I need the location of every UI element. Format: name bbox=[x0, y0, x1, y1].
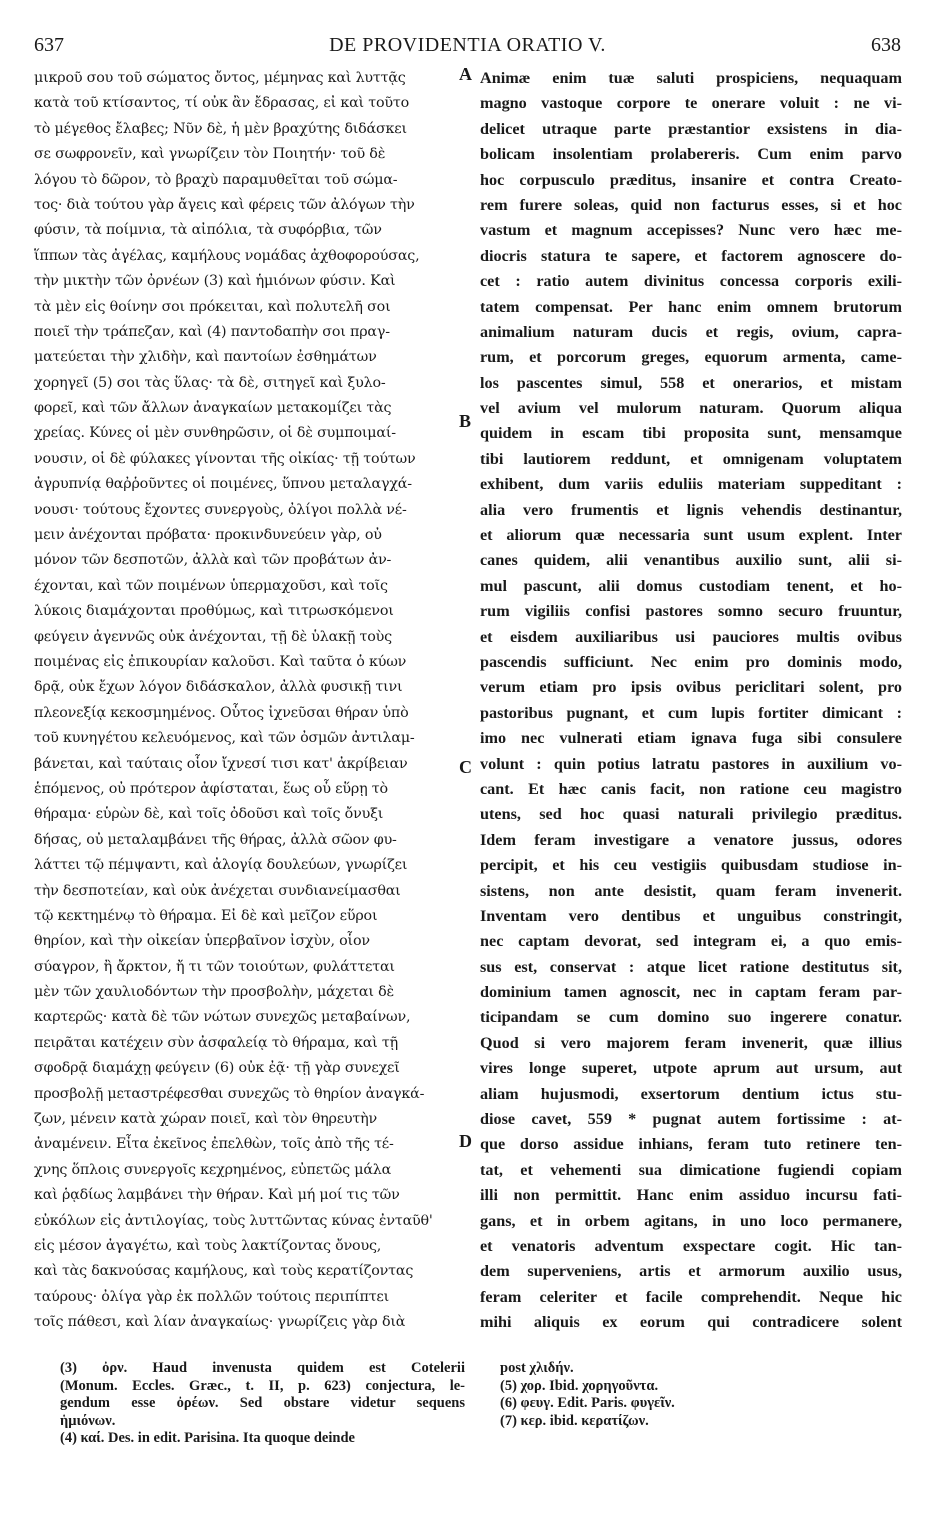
latin-text-line: mul pascunt, alii domus custodiam tenent, et ho- bbox=[480, 576, 902, 595]
latin-text-line: pascendis sufficiunt. Nec enim pro dominis modo, bbox=[480, 652, 902, 671]
greek-text-line: ποιμένας εἰς ἐπικουρίαν καλοῦσι. Καὶ ταῦτα ὁ κύων bbox=[34, 653, 407, 670]
right-page-number: 638 bbox=[871, 34, 901, 56]
greek-text-line: πλεονεξίᾳ κεκοσμημένος. Οὗτος ἰχνεῦσαι θήραν ὑπὸ bbox=[34, 704, 409, 721]
latin-text-line: quidem in escam tibi proposita sunt, mensamque bbox=[480, 424, 902, 443]
latin-text-line: cant. Et hæc canis facit, non ratione ceu magistro bbox=[480, 779, 902, 798]
greek-text-line: βάνεται, καὶ ταύταις οἷον ἴχνεσί τισι κατ' ἀκρίβειαν bbox=[34, 755, 408, 772]
greek-text-line: μειν ἀνέχονται πρόβατα· προκινδυνεύειν γὰρ, οὐ bbox=[34, 527, 382, 544]
footnote-line: (5) χορ. Ibid. χορηγοῦντα. bbox=[500, 1377, 659, 1394]
greek-text-line: πειρᾶται κατέχειν σὺν ἀσφαλείᾳ τὸ θήραμα, καὶ τῇ bbox=[34, 1034, 398, 1051]
greek-text-line: τος· διὰ τούτου γὰρ ἄγεις καὶ φέρεις τῶν ἀλόγων τὴν bbox=[34, 196, 415, 213]
greek-text-line: δήσας, οὐ μεταλαμβάνει τῆς θήρας, ἀλλὰ σῶον φυ- bbox=[34, 831, 397, 848]
latin-text-line: rum, et porcorum greges, equorum armenta, came- bbox=[480, 348, 902, 367]
latin-text-line: rem furere soleas, quid non facturus esses, si et hoc bbox=[480, 195, 902, 214]
page-header bbox=[34, 34, 901, 60]
greek-text-line: σφοδρᾷ διαμάχῃ φεύγειν (6) οὐκ ἐᾷ· τῇ γὰρ συνεχεῖ bbox=[34, 1060, 400, 1077]
latin-text-line: canes quidem, alii venantibus auxilio sunt, alii si- bbox=[480, 551, 902, 570]
latin-text-column bbox=[480, 66, 902, 1336]
margin-marker-a: A bbox=[459, 64, 472, 84]
latin-text-line: hoc corpusculo præditus, insanire et contra Creato- bbox=[480, 170, 902, 189]
footnote-line: (7) κερ. ibid. κερατίζων. bbox=[500, 1412, 649, 1429]
latin-text-line: diocris statura te sapere, et factorem agnoscere do- bbox=[480, 246, 902, 265]
greek-text-line: ζων, μένειν κατὰ χώραν ποιεῖ, καὶ τὸν θηρευτὴν bbox=[34, 1111, 377, 1128]
latin-text-line: Inventam vero dentibus et unguibus constringit, bbox=[480, 906, 902, 925]
greek-text-line: μικροῦ σου τοῦ σώματος ὄντος, μέμηνας καὶ λυττᾷς bbox=[34, 70, 406, 86]
greek-text-line: ἑπόμενος, οὐ πρότερον ἀφίσταται, ἕως οὗ εὕρῃ τὸ bbox=[34, 780, 388, 797]
latin-text-line: mihi aliquis ex eorum qui contradicere solent bbox=[480, 1313, 902, 1332]
latin-text-line: percipit, et his ceu vestigiis quibusdam studiose in- bbox=[480, 856, 902, 875]
greek-text-line: θήραμα· εὑρὼν δὲ, καὶ τοῖς ὀδοῦσι καὶ τοῖς ὄνυξι bbox=[34, 806, 384, 823]
latin-text-line: vastum et magnum accepisses? Nunc vero hæc me- bbox=[480, 221, 902, 240]
latin-text-line: delicet utraque parte præstantior exsistens in dia- bbox=[480, 119, 902, 138]
latin-text-line: tibi lautiorem reddunt, et omnigenam voluptatem bbox=[480, 449, 902, 468]
footnote-line: gendum esse ὀρέων. Sed obstare videtur sequens bbox=[60, 1395, 465, 1411]
latin-text-line: aliam hujusmodi, exsertorum dentium ictus stu- bbox=[480, 1084, 902, 1103]
greek-text-line: θηρίον, καὶ τὴν οἰκείαν ὑπερβαῖνον ἰσχὺν, οἷον bbox=[34, 933, 370, 950]
latin-text-line: Animæ enim tuæ saluti prospiciens, nequaquam bbox=[480, 69, 902, 87]
latin-text-line: tat, et vehementi sua dimicatione fugiendi copiam bbox=[480, 1160, 902, 1179]
greek-text-line: έχονται, καὶ τῶν ποιμένων ὑπερμαχοῦσι, καὶ τοῖς bbox=[34, 577, 388, 594]
latin-text-line: exhibent, dum variis eduliis materiam suppeditant : bbox=[480, 475, 902, 494]
latin-text-line: vires longe superet, utpote aprum aut ursum, aut bbox=[480, 1059, 902, 1078]
greek-text-line: λύκοις διαμάχονται προθύμως, καὶ τιτρωσκόμενοι bbox=[34, 603, 394, 620]
margin-marker-b: B bbox=[459, 411, 472, 431]
latin-text-line: dominium tamen agnoscit, nec in captam feram par- bbox=[480, 983, 902, 1002]
greek-text-line: σύαγρον, ἢ ἄρκτον, ἤ τι τῶν τοιούτων, φυλάττεται bbox=[34, 958, 395, 975]
footnotes-left bbox=[60, 1360, 465, 1448]
greek-text-line: τοῦ κυνηγέτου κελευόμενος, καὶ τῶν ὀσμῶν ἀντιλαμ- bbox=[34, 730, 415, 747]
latin-text-line: illi non permittit. Hanc enim assiduo incursu fati- bbox=[480, 1186, 902, 1205]
latin-text-line: imo nec vulnerati etiam ignava fuga sibi consulere bbox=[480, 729, 902, 748]
greek-text-line: εὐκόλων εἰς ἀντιλογίας, τοὺς λυττῶντας κύνας ἐνταῦθ' bbox=[34, 1212, 433, 1229]
greek-text-line: ἀγρυπνίᾳ θαῤῥοῦντες οἱ ποιμένες, ὕπνου μεταλαγχά- bbox=[34, 476, 412, 493]
latin-text-line: nec captam devorat, sed integram ei, a quo emis- bbox=[480, 932, 902, 951]
greek-text-line: φεύγειν ἀγεννῶς οὐκ ἀνέχονται, τῇ δὲ ὑλακῇ τοὺς bbox=[34, 628, 392, 645]
greek-text-line: τὴν δεσποτείαν, καὶ οὐκ ἀνέχεται συνδιανείμασθαι bbox=[34, 882, 401, 899]
latin-text-line: Idem feram investigare a venatore jussus, odores bbox=[480, 830, 902, 849]
footnote-line: (3) ὀρν. Haud invenusta quidem est Cotelerii bbox=[60, 1360, 465, 1376]
greek-text-line: φορεῖ, καὶ τῶν ἄλλων ἀναγκαίων μετακομίζει τὰς bbox=[34, 400, 392, 417]
footnote-line: (4) καί. Des. in edit. Parisina. Ita quoque deinde bbox=[60, 1430, 355, 1446]
latin-text-line: animalium naturam ducis et regis, ovium, capra- bbox=[480, 322, 902, 341]
latin-text-line: Quod si vero majorem feram invenerit, quæ illius bbox=[480, 1033, 902, 1052]
latin-text-line: diose cavet, 559 * pugnat autem fortissime : at- bbox=[480, 1110, 902, 1129]
latin-text-line: sus est, conservat : atque licet ratione destitutus sit, bbox=[480, 957, 902, 976]
greek-text-line: λάττει τῷ πέμψαντι, καὶ ἀλογίᾳ δουλεύων, γνωρίζει bbox=[34, 857, 408, 874]
greek-text-line: χνης ὅπλοις συνεργοῖς κεχρημένος, εὐπετῶς μάλα bbox=[34, 1161, 392, 1178]
latin-text-line: rum vigiliis confisi pastores somno securo fruuntur, bbox=[480, 602, 902, 621]
latin-text-line: et aliorum quæ necessaria sunt usum explent. Inter bbox=[480, 526, 902, 545]
latin-text-line: verum etiam pro ipsis ovibus periclitari solent, pro bbox=[480, 678, 902, 697]
greek-text-line: ταύρους· ὀλίγα γὰρ ἐκ πολλῶν τούτοις περιπίπτει bbox=[34, 1288, 390, 1305]
latin-text-line: alia vero frumentis et lignis vehendis destinantur, bbox=[480, 500, 902, 519]
greek-text-line: ἀναμένειν. Εἶτα ἐκεῖνος ἐπελθὼν, τοῖς ἀπὸ τῆς τέ- bbox=[34, 1136, 394, 1153]
latin-text-line: magno vastoque corpore te onerare voluit : ne vi- bbox=[480, 94, 902, 113]
footnote-line: (Monum. Eccles. Græc., t. II, p. 623) conjectura, le- bbox=[60, 1377, 465, 1394]
greek-text-line: χρείας. Κύνες οἱ μὲν συνθηρῶσιν, οἱ δὲ συμποιμαί- bbox=[34, 425, 396, 442]
greek-text-line: τὸ μέγεθος ἔλαβες; Νῦν δὲ, ἡ μὲν βραχύτης διδάσκει bbox=[34, 120, 407, 137]
margin-marker-d: D bbox=[459, 1131, 472, 1151]
greek-text-line: λόγου τὸ δῶρον, τὸ βραχὺ παραμυθεῖται τοῦ σώμα- bbox=[34, 171, 398, 188]
latin-text-line: dem superveniens, artis et armorum auxilio usus, bbox=[480, 1262, 902, 1281]
greek-text-column bbox=[34, 66, 454, 1336]
greek-text-line: ματεύεται τὴν χλιδὴν, καὶ παντοίων ἐσθημάτων bbox=[34, 349, 377, 366]
greek-text-line: νουσιν, οἱ δὲ φύλακες γίνονται τῆς οἰκίας· τῇ τούτων bbox=[34, 450, 416, 467]
greek-text-line: νουσι· τούτους ἔχοντες συνεργοὺς, ὀλίγοι πολλὰ νέ- bbox=[34, 501, 407, 518]
latin-text-line: vel avium vel mulorum naturam. Quorum aliqua bbox=[480, 399, 902, 418]
greek-text-line: μὲν τῶν χαυλιοδόντων τὴν προσβολὴν, μάχεται δὲ bbox=[34, 984, 394, 1001]
greek-text-line: τῷ κεκτημένῳ τὸ θήραμα. Εἰ δὲ καὶ μεῖζον εὕροι bbox=[34, 907, 378, 924]
latin-text-line: tatem compensat. Per hanc enim omnem brutorum bbox=[480, 297, 902, 316]
footnotes-right bbox=[500, 1360, 900, 1430]
latin-text-line: utens, sed hoc quasi naturali privilegio præditus. bbox=[480, 805, 902, 824]
greek-text-line: καὶ ῥᾳδίως λαμβάνει τὴν θήραν. Καὶ μή μοί τις τῶν bbox=[34, 1187, 400, 1204]
greek-text-line: καρτερῶς· κατὰ δὲ τῶν νώτων συνεχῶς μεταβαίνων, bbox=[34, 1009, 411, 1026]
footnote-line: post χλιδήν. bbox=[500, 1360, 574, 1376]
greek-text-line: προσβολῇ μεταστρέφεσθαι συνεχῶς τὸ θηρίον ἀναγκά- bbox=[34, 1085, 425, 1102]
greek-text-line: κατὰ τοῦ κτίσαντος, τί οὐκ ἂν ἔδρασας, εἰ καὶ τοῦτο bbox=[34, 95, 410, 112]
latin-text-line: que dorso assidue inhians, feram tuto retinere ten- bbox=[480, 1135, 902, 1154]
greek-text-line: τοῖς πάθεσι, καὶ λίαν ἀναγκαίως· γνωρίζεις γὰρ διὰ bbox=[34, 1314, 406, 1331]
latin-text-line: pastoribus pugnant, et cum lupis fortiter dimicant : bbox=[480, 703, 902, 722]
latin-text-line: ticipandam se cum domino suo ingerere conatur. bbox=[480, 1008, 902, 1027]
running-title: DE PROVIDENTIA ORATIO V. bbox=[329, 34, 606, 56]
margin-marker-c: C bbox=[459, 757, 472, 777]
greek-text-line: φύσιν, τὰ ποίμνια, τὰ αἰπόλια, τὰ συφόρβια, τῶν bbox=[34, 222, 382, 239]
greek-text-line: μόνον τῶν δεσποτῶν, ἀλλὰ καὶ τῶν προβάτων ἀν- bbox=[34, 552, 392, 569]
latin-text-line: et eisdem auxiliaribus usi pauciores multis ovibus bbox=[480, 627, 902, 646]
left-page-number: 637 bbox=[34, 34, 64, 56]
latin-text-line: sistens, non ante desistit, quam feram invenerit. bbox=[480, 881, 902, 900]
greek-text-line: εἰς μέσον ἀγαγέτω, καὶ τοὺς λακτίζοντας ὄνους, bbox=[34, 1237, 382, 1254]
greek-text-line: ἵππων τὰς ἀγέλας, καμήλους νομάδας ἀχθοφορούσας, bbox=[34, 247, 420, 264]
greek-text-line: χορηγεῖ (5) σοι τὰς ὕλας· τὰ δὲ, σιτηγεῖ καὶ ξυλο- bbox=[34, 374, 386, 391]
latin-text-line: et venatoris adventum exspectare cogit. Hic tan- bbox=[480, 1236, 902, 1255]
greek-text-line: τὰ μὲν εἰς θοίνην σοι πρόκειται, καὶ πολυτελῆ σοι bbox=[34, 298, 391, 315]
greek-text-line: σε σωφρονεῖν, καὶ γνωρίζειν τὸν Ποιητήν· τοῦ δὲ bbox=[34, 146, 386, 163]
latin-text-line: cet : ratio autem divinitus concessa corporis exili- bbox=[480, 272, 902, 291]
greek-text-line: τὴν μικτὴν τῶν ὀρνέων (3) καὶ ἡμιόνων φύσιν. Καὶ bbox=[34, 273, 396, 290]
footnote-line: (6) φευγ. Edit. Paris. φυγεῖν. bbox=[500, 1395, 675, 1411]
latin-text-line: los pascentes simul, 558 et onerarios, et mistam bbox=[480, 373, 902, 392]
latin-text-line: volunt : quin potius latratu pastores in auxilium vo- bbox=[480, 754, 902, 773]
footnote-line: ἡμιόνων. bbox=[60, 1412, 116, 1429]
greek-text-line: καὶ τὰς δακνούσας καμήλους, καὶ τοὺς κερατίζοντας bbox=[34, 1263, 414, 1280]
greek-text-line: ποιεῖ τὴν τράπεζαν, καὶ (4) παντοδαπὴν σοι πραγ- bbox=[34, 323, 390, 340]
greek-text-line: δρᾷ, οὐκ ἔχων λόγον διδάσκαλον, ἀλλὰ φυσικῇ τινι bbox=[34, 679, 403, 696]
latin-text-line: bolicam insolentiam prolabereris. Cum enim parvo bbox=[480, 145, 902, 164]
latin-text-line: feram celeriter et facile comprehendit. Neque hic bbox=[480, 1287, 902, 1306]
latin-text-line: gans, et in orbem agitans, in uno loco permanere, bbox=[480, 1211, 902, 1230]
